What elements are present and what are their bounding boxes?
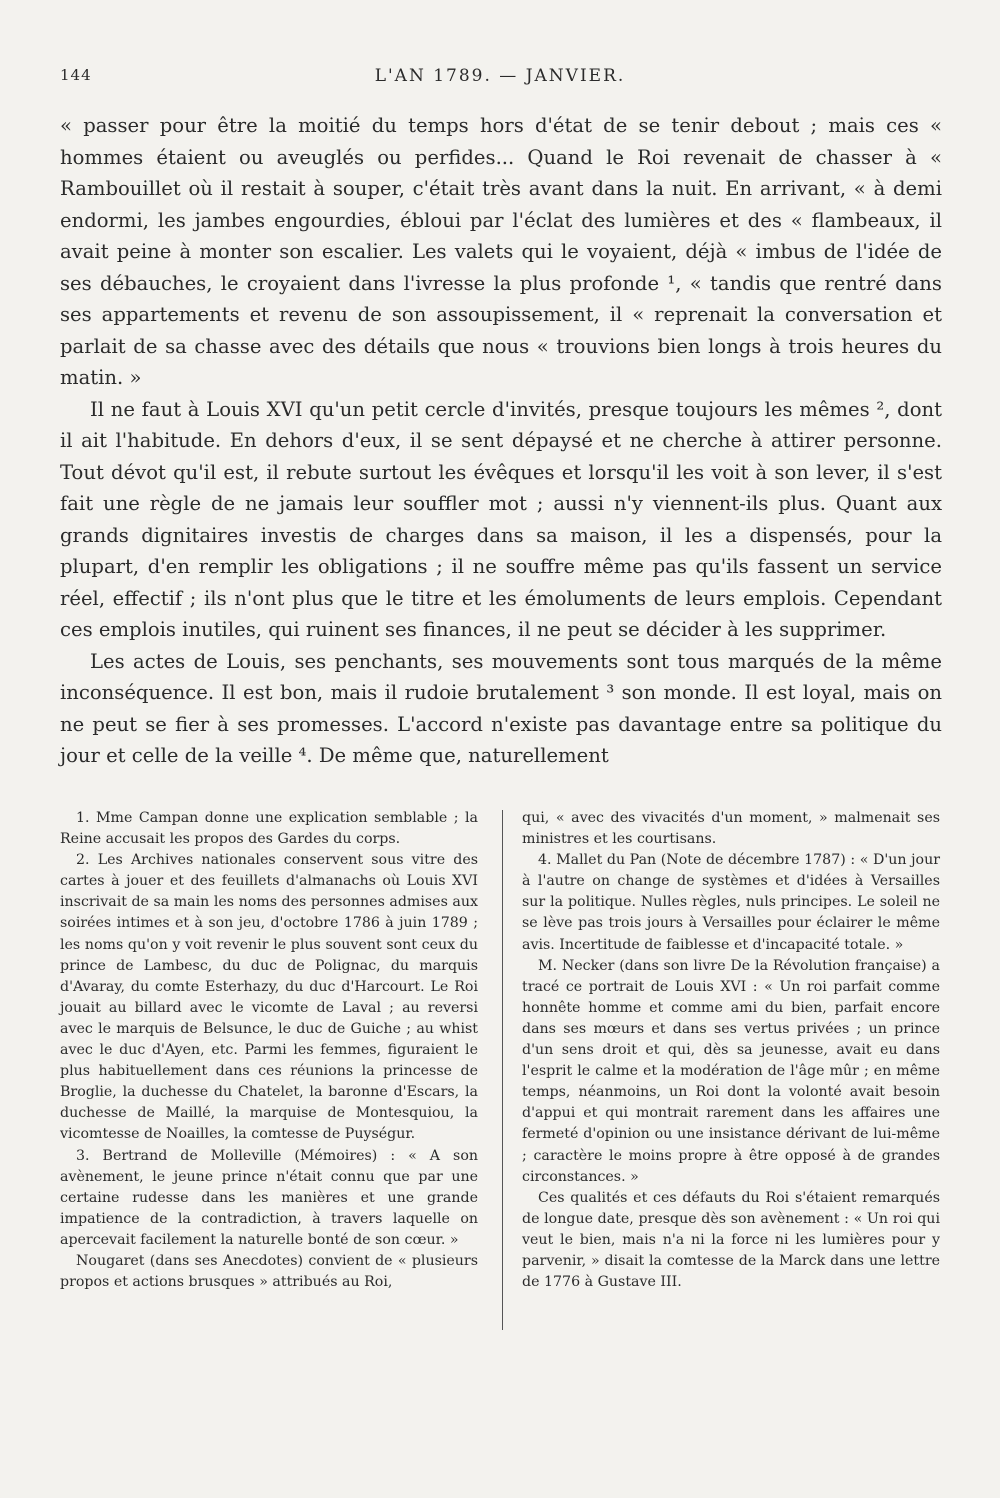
footnote-3: 3. Bertrand de Molleville (Mémoires) : « A son avènement, le jeune prince n'était connu que par une certaine rudesse dans les manières et une grande impatience de la contradiction, à travers laquelle on apercevait facilement la naturelle bonté de son cœur. »	[60, 1147, 478, 1248]
footnote-4: 4. Mallet du Pan (Note de décembre 1787) : « D'un jour à l'autre on change de systèmes et d'idées à Versailles sur la politique. Nulles règles, nuls principes. Le soleil ne se lève pas trois jours à Versailles pour éclairer le même avis. Incertitude de faiblesse et d'incapacité totale. »	[522, 852, 940, 953]
paragraph-quote: « passer pour être la moitié du temps hors d'état de se tenir debout ; mais ces « hommes étaient ou aveuglés ou perfides... Quand le Roi revenait de chasser à « Rambouillet où il restait à souper, c'était très avant dans la nuit. En arrivant, « à demi endormi, les jambes engourdies, ébloui par l'éclat des lumières et des « flambeaux, il avait peine à monter son escalier. Les valets qui le voyaient, déjà « imbus de l'idée de ses débauches, le croyaient dans l'ivresse la plus profonde ¹, « tandis que rentré dans ses appartements et revenu de son assoupissement, il « reprenait la conversation et parlait de sa chasse avec des détails que nous « trouvions bien longs à trois heures du matin. »	[60, 114, 942, 389]
footnote-4-marck: Ces qualités et ces défauts du Roi s'étaient remarqués de longue date, presque dès son avènement : « Un roi qui veut le bien, mais n'a ni la force ni les lumières pour y parvenir, » disait la comtesse de la Marck dans une lettre de 1776 à Gustave III.	[522, 1189, 940, 1291]
running-title: L'AN 1789. — JANVIER.	[374, 66, 626, 86]
column-divider	[502, 810, 503, 1330]
paragraph-small-circle: Il ne faut à Louis XVI qu'un petit cercle d'invités, presque toujours les mêmes ², dont il ait l'habitude. En dehors d'eux, il se sent dépaysé et ne cherche à attirer personne. Tout dévot qu'il est, il rebute surtout les évêques et lorsqu'il les voit à son lever, il s'est fait une règle de ne jamais leur souffler mot ; aussi n'y viennent-ils plus. Quant aux grands dignitaires investis de charges dans sa maison, il les a dispensés, pour la plupart, d'en remplir les obligations ; il ne souffre même pas qu'ils fassent un service réel, effectif ; ils n'ont plus que le titre et les émoluments de leurs emplois. Cependant ces emplois inutiles, qui ruinent ses finances, il ne peut se décider à les supprimer.	[60, 397, 942, 641]
footnote-3-continued: Nougaret (dans ses Anecdotes) convient de « plusieurs propos et actions brusques » attribués au Roi,	[60, 1252, 478, 1291]
page-number: 144	[60, 66, 92, 84]
footnote-2: 2. Les Archives nationales conservent sous vitre des cartes à jouer et des feuillets d'almanachs où Louis XVI inscrivait de sa main les noms des personnes admises aux soirées intimes et à son jeu, d'octobre 1786 à juin 1789 ; les noms qu'on y voit revenir le plus souvent sont ceux du prince de Lambesc, du duc de Polignac, du marquis d'Avaray, du comte Esterhazy, du duc d'Harcourt. Le Roi jouait au billard avec le vicomte de Laval ; au reversi avec le marquis de Belsunce, le duc de Guiche ; au whist avec le duc d'Ayen, etc. Parmi les femmes, figuraient le plus habituellement dans ces réunions la princesse de Broglie, la duchesse du Chatelet, la baronne d'Escars, la duchesse de Maillé, la marquise de Montesquiou, la vicomtesse de Noailles, la comtesse de Puységur.	[60, 852, 478, 1143]
main-text	[60, 110, 942, 772]
footnotes-right-column	[522, 808, 940, 1293]
footnote-4-necker: M. Necker (dans son livre De la Révolution française) a tracé ce portrait de Louis XVI : « Un roi parfait comme honnête homme et comme ami du bien, parfait encore dans ses mœurs et dans ses vertus privées ; un prince d'un sens droit et qui, dès sa jeunesse, avait eu dans l'esprit le calme et la modération de l'âge mûr ; en même temps, néanmoins, un Roi dont la volonté avait besoin d'appui et qui montrait rarement dans les affaires une fermeté d'opinion ou une insistance dérivant de lui-même ; caractère le moins propre à être opposé à de grandes circonstances. »	[522, 957, 940, 1185]
footnotes-left-column	[60, 808, 478, 1293]
footnote-1: 1. Mme Campan donne une explication semblable ; la Reine accusait les propos des Gardes du corps.	[60, 810, 478, 848]
paragraph-inconsistency: Les actes de Louis, ses penchants, ses mouvements sont tous marqués de la même inconséquence. Il est bon, mais il rudoie brutalement ³ son monde. Il est loyal, mais on ne peut se fier à ses promesses. L'accord n'existe pas davantage entre sa politique du jour et celle de la veille ⁴. De même que, naturellement	[60, 649, 942, 767]
footnotes	[60, 808, 942, 1338]
page-header	[60, 66, 940, 94]
footnote-3-continuation: qui, « avec des vivacités d'un moment, » malmenait ses ministres et les courtisans.	[522, 810, 940, 848]
